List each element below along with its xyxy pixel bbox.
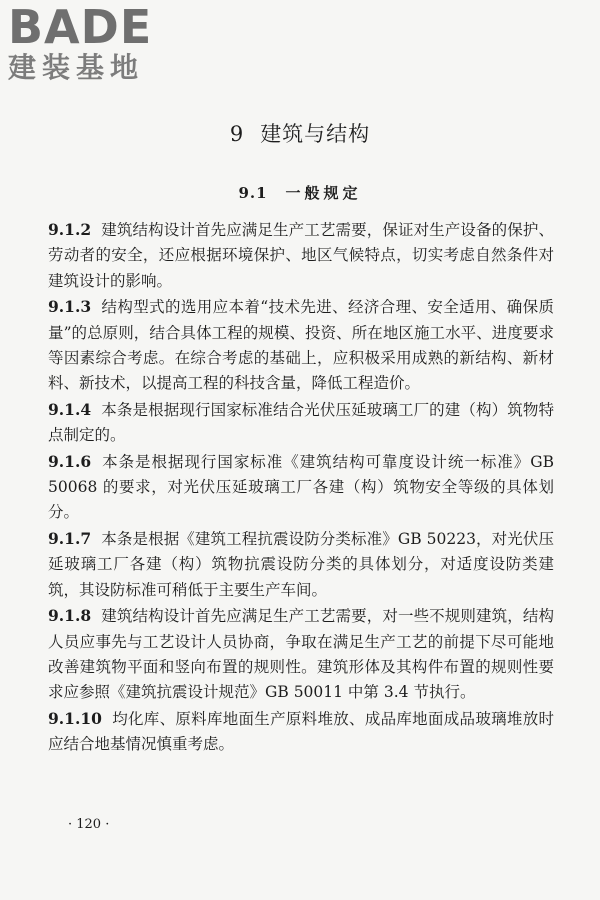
chapter-heading [0,119,600,149]
clause-text: 结构型式的选用应本着“技术先进、经济合理、安全适用、确保质量”的总原则，结合具体工程的规模、投资、所在地区施工水平、进度要求等因素综合考虑。在综合考虑的基础上，应积极采用成熟的新结构、新材料、新技术，以提高工程的科技含量，降低工程造价。 [48,298,554,393]
clause-number: 9.1.10 [48,708,102,728]
clause-number: 9.1.4 [48,399,92,419]
clause-text: 本条是根据现行国家标准《建筑结构可靠度设计统一标准》GB 50068 的要求，对光伏压延玻璃工厂各建（构）筑物安全等级的具体划分。 [48,452,554,522]
clause-number: 9.1.7 [48,528,92,548]
clause-paragraph [48,294,554,397]
page-number: · 120 · [68,817,110,832]
clause-paragraph [48,217,554,294]
logo-wordmark: BADE [8,0,153,54]
clause-paragraph [48,603,554,706]
clause-number: 9.1.8 [48,606,92,626]
clause-text: 本条是根据《建筑工程抗震设防分类标准》GB 50223，对光伏压延玻璃工厂各建（构）筑物抗震设防分类的具体划分，对适度设防类建筑，其设防标准可稍低于主要生产车间。 [48,529,554,599]
clause-text: 本条是根据现行国家标准结合光伏压延玻璃工厂的建（构）筑物特点制定的。 [48,400,554,445]
clause-number: 9.1.6 [48,451,92,471]
clause-number: 9.1.3 [48,297,92,317]
section-title-text: 一般规定 [285,184,362,202]
clause-paragraph [48,397,554,449]
clause-text: 建筑结构设计首先应满足生产工艺需要，保证对生产设备的保护、劳动者的安全，还应根据环境保护、地区气候特点，切实考虑自然条件对建筑设计的影响。 [48,221,554,290]
logo-subtitle: 建装基地 [8,51,145,84]
bade-logo [8,2,178,88]
body-text [48,217,554,758]
section-heading [0,181,600,205]
clause-paragraph [48,706,554,758]
clause-text: 建筑结构设计首先应满足生产工艺需要，对一些不规则建筑，结构人员应事先与工艺设计人员协商，争取在满足生产工艺的前提下尽可能地改善建筑物平面和竖向布置的规则性。建筑形体及其构件布置的规则性要求应参照《建筑抗震设计规范》GB 50011 中第 3.4 节执行。 [48,607,554,702]
chapter-title-text: 建筑与结构 [260,122,371,146]
section-number: 9.1 [238,184,268,202]
chapter-number: 9 [229,122,245,146]
clause-number: 9.1.2 [48,220,92,239]
clause-paragraph [48,526,554,603]
clause-paragraph [48,449,554,526]
clause-text: 均化库、原料库地面生产原料堆放、成品库地面成品玻璃堆放时应结合地基情况慎重考虑。 [48,709,554,754]
